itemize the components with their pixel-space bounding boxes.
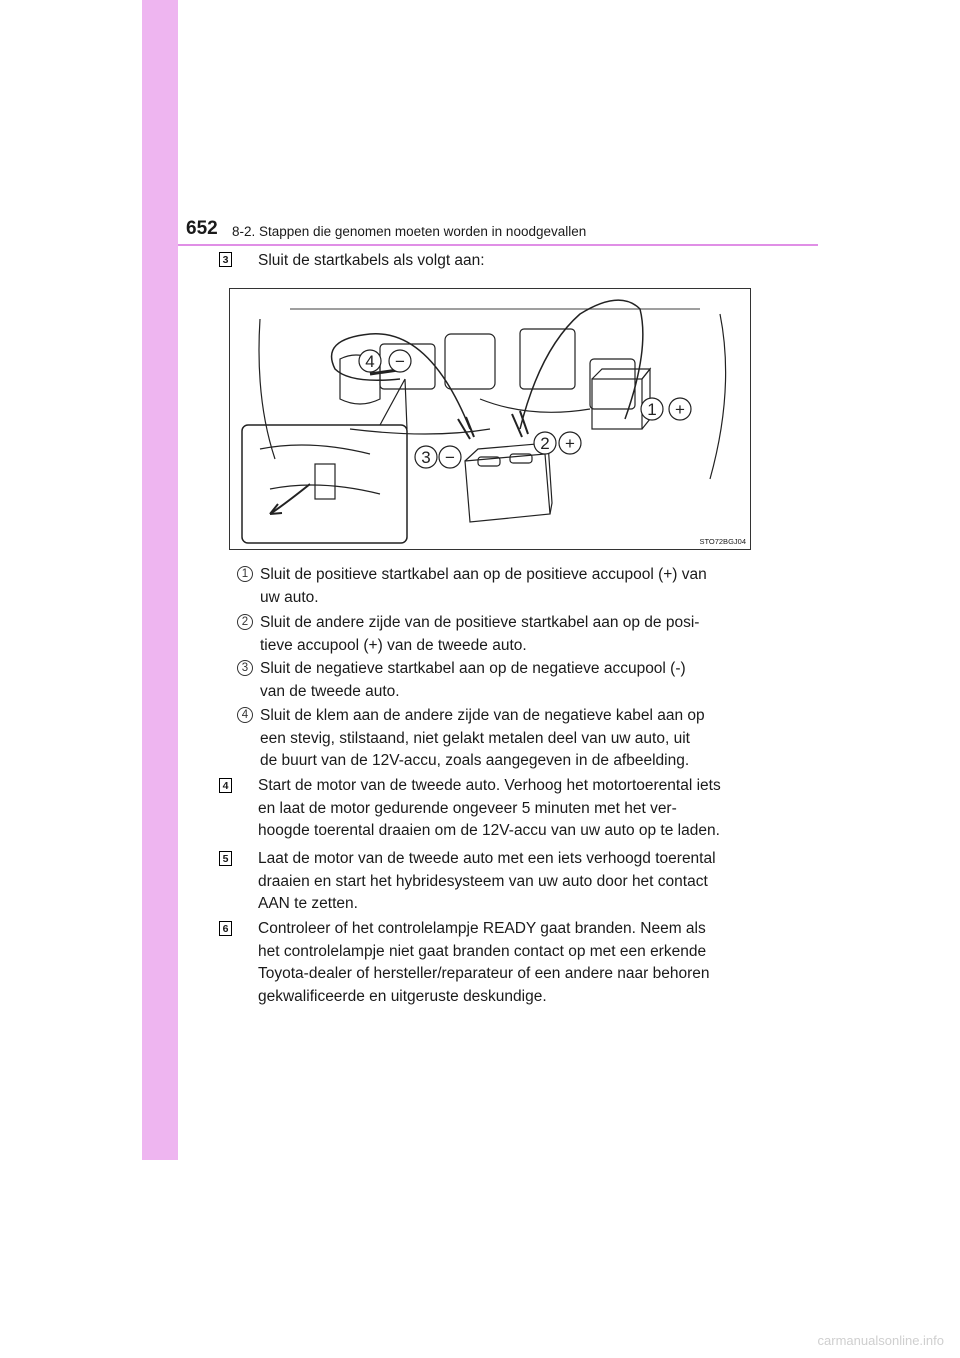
- substep-text: Sluit de negatieve startkabel aan op de negatieve accupool (-) van de tweede auto.: [260, 660, 686, 700]
- callout-4-number: 4: [365, 352, 375, 371]
- callout-2-number: 2: [540, 434, 550, 453]
- substep-number: 2: [237, 614, 253, 630]
- substep-text: Sluit de andere zijde van de positieve startkabel aan op de posi- tieve accupool (+) van de tweede auto.: [260, 614, 700, 654]
- callout-4-sign: −: [395, 352, 405, 371]
- substep-number: 3: [237, 660, 253, 676]
- chapter-title: 8-2. Stappen die genomen moeten worden in noodgevallen: [232, 224, 587, 239]
- chapter-tab-bar: [142, 0, 178, 1160]
- substep-text: Sluit de positieve startkabel aan op de positieve accupool (+) van uw auto.: [260, 566, 707, 606]
- callout-3-sign: −: [445, 448, 455, 467]
- page-number: 652: [186, 218, 218, 239]
- step-text: Controleer of het controlelampje READY gaat branden. Neem als het controlelampje niet gaat branden contact op met een erkende Toyota-dealer of hersteller/reparateur of een andere naar behoren gekwalificeerde en uitgeruste deskundige.: [258, 920, 710, 1005]
- substep-text: Sluit de klem aan de andere zijde van de negatieve kabel aan op een stevig, stilstaand, niet gelakt metalen deel van uw auto, uit de buurt van de 12V-accu, zoals aangegeven in de afbeelding.: [260, 707, 705, 769]
- substep-number: 4: [237, 707, 253, 723]
- callout-2-sign: +: [565, 434, 575, 453]
- callout-1-number: 1: [647, 400, 657, 419]
- step-number: 3: [219, 252, 232, 267]
- substep-number: 1: [237, 566, 253, 582]
- step-number: 4: [219, 778, 232, 793]
- figure-code: STO72BGJ04: [699, 537, 746, 546]
- callout-3-number: 3: [421, 448, 431, 467]
- jump-start-illustration: [229, 288, 751, 550]
- step-text: Start de motor van de tweede auto. Verhoog het motortoerental iets en laat de motor gedurende ongeveer 5 minuten met het ver- hoogde toerental draaien om de 12V-accu van uw auto op te laden.: [258, 777, 721, 839]
- watermark: carmanualsonline.info: [817, 1333, 944, 1348]
- step-number: 6: [219, 921, 232, 936]
- step-text: Sluit de startkabels als volgt aan:: [258, 252, 485, 269]
- step-number: 5: [219, 851, 232, 866]
- engine-bay-drawing: [230, 289, 751, 550]
- callout-1-sign: +: [675, 400, 685, 419]
- header-rule: [178, 244, 818, 246]
- step-text: Laat de motor van de tweede auto met een iets verhoogd toerental draaien en start het hybridesysteem van uw auto door het contact AAN te zetten.: [258, 850, 716, 912]
